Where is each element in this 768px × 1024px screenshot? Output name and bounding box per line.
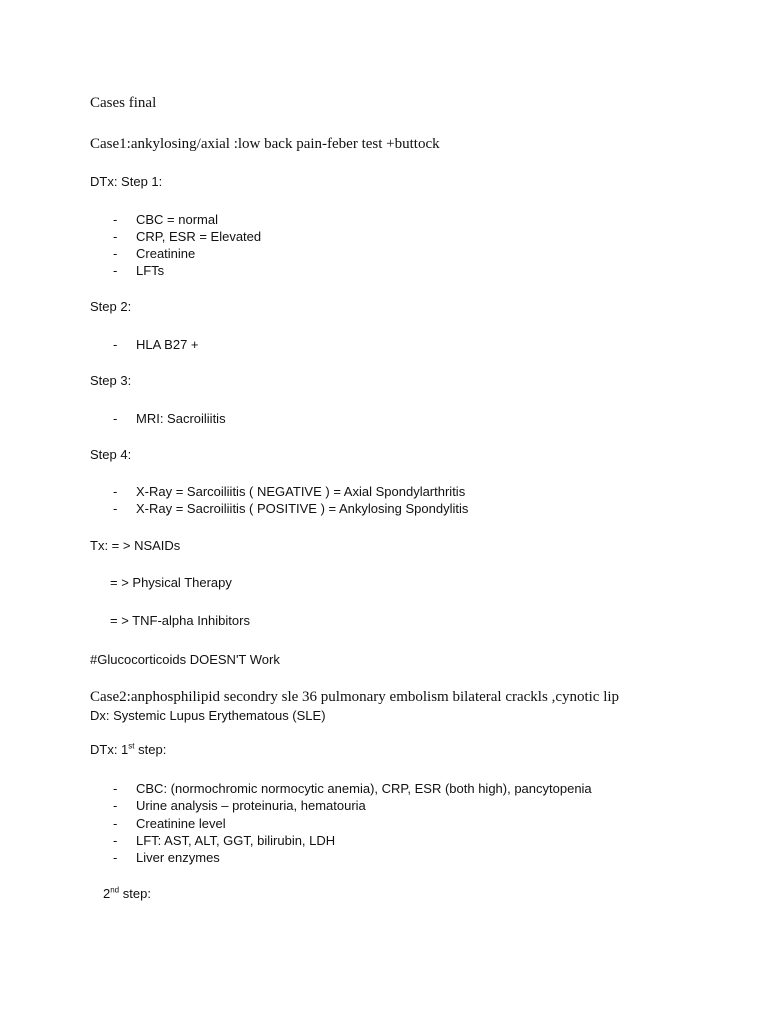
case1-heading: Case1:ankylosing/axial :low back pain-feber test +buttock bbox=[90, 136, 440, 152]
case1-step3-item: MRI: Sacroiliitis bbox=[136, 411, 226, 426]
case1-step4-heading: Step 4: bbox=[90, 447, 132, 462]
case1-note: #Glucocorticoids DOESN'T Work bbox=[90, 652, 280, 667]
bullet-marker: - bbox=[113, 816, 118, 831]
bullet-marker: - bbox=[113, 246, 118, 261]
case1-step1-item: CRP, ESR = Elevated bbox=[136, 229, 262, 244]
bullet-marker: - bbox=[113, 501, 118, 516]
case2-heading: Case2:anphosphilipid secondry sle 36 pulmonary embolism bilateral crackls ,cynotic lip bbox=[90, 689, 620, 705]
case2-diagnosis: Dx: Systemic Lupus Erythematous (SLE) bbox=[90, 708, 326, 723]
case1-step4-item: X-Ray = Sarcoiliitis ( NEGATIVE ) = Axial Spondylarthritis bbox=[136, 484, 466, 499]
case2-step2-sup: nd bbox=[110, 885, 120, 895]
case2-dtx-sup: st bbox=[128, 741, 135, 751]
case2-step2-heading bbox=[103, 886, 151, 902]
bullet-marker: - bbox=[113, 484, 118, 499]
bullet-marker: - bbox=[113, 229, 118, 244]
case1-step3-heading: Step 3: bbox=[90, 373, 132, 388]
case2-step1-item: Creatinine level bbox=[136, 816, 226, 831]
case1-step2-heading: Step 2: bbox=[90, 299, 132, 314]
case2-step1-item: Urine analysis – proteinuria, hematouria bbox=[136, 798, 366, 813]
bullet-marker: - bbox=[113, 212, 118, 227]
case2-dtx-step1 bbox=[90, 742, 166, 758]
bullet-marker: - bbox=[113, 833, 118, 848]
case1-dtx-step1: DTx: Step 1: bbox=[90, 174, 163, 189]
bullet-marker: - bbox=[113, 411, 118, 426]
case1-tx-line: = > TNF-alpha Inhibitors bbox=[110, 613, 250, 628]
case2-step1-item: Liver enzymes bbox=[136, 850, 220, 865]
bullet-marker: - bbox=[113, 850, 118, 865]
case1-tx-line: = > Physical Therapy bbox=[110, 575, 232, 590]
case1-step4-item: X-Ray = Sacroiliitis ( POSITIVE ) = Ankylosing Spondylitis bbox=[136, 501, 469, 516]
case2-step1-item: CBC: (normochromic normocytic anemia), CRP, ESR (both high), pancytopenia bbox=[136, 781, 592, 796]
case1-step1-item: Creatinine bbox=[136, 246, 196, 261]
bullet-marker: - bbox=[113, 263, 118, 278]
case1-tx-line: Tx: = > NSAIDs bbox=[90, 538, 181, 553]
case1-step1-item: LFTs bbox=[136, 263, 165, 278]
case1-step1-item: CBC = normal bbox=[136, 212, 218, 227]
case2-dtx-suffix: step: bbox=[134, 742, 167, 757]
document-title: Cases final bbox=[90, 95, 157, 111]
case2-dtx-prefix: DTx: 1 bbox=[90, 742, 129, 757]
case2-step2-prefix: 2 bbox=[103, 886, 111, 901]
bullet-marker: - bbox=[113, 337, 118, 352]
case1-step2-item: HLA B27 + bbox=[136, 337, 199, 352]
case2-step1-item: LFT: AST, ALT, GGT, bilirubin, LDH bbox=[136, 833, 336, 848]
bullet-marker: - bbox=[113, 781, 118, 796]
bullet-marker: - bbox=[113, 798, 118, 813]
case2-step2-suffix: step: bbox=[119, 886, 151, 901]
